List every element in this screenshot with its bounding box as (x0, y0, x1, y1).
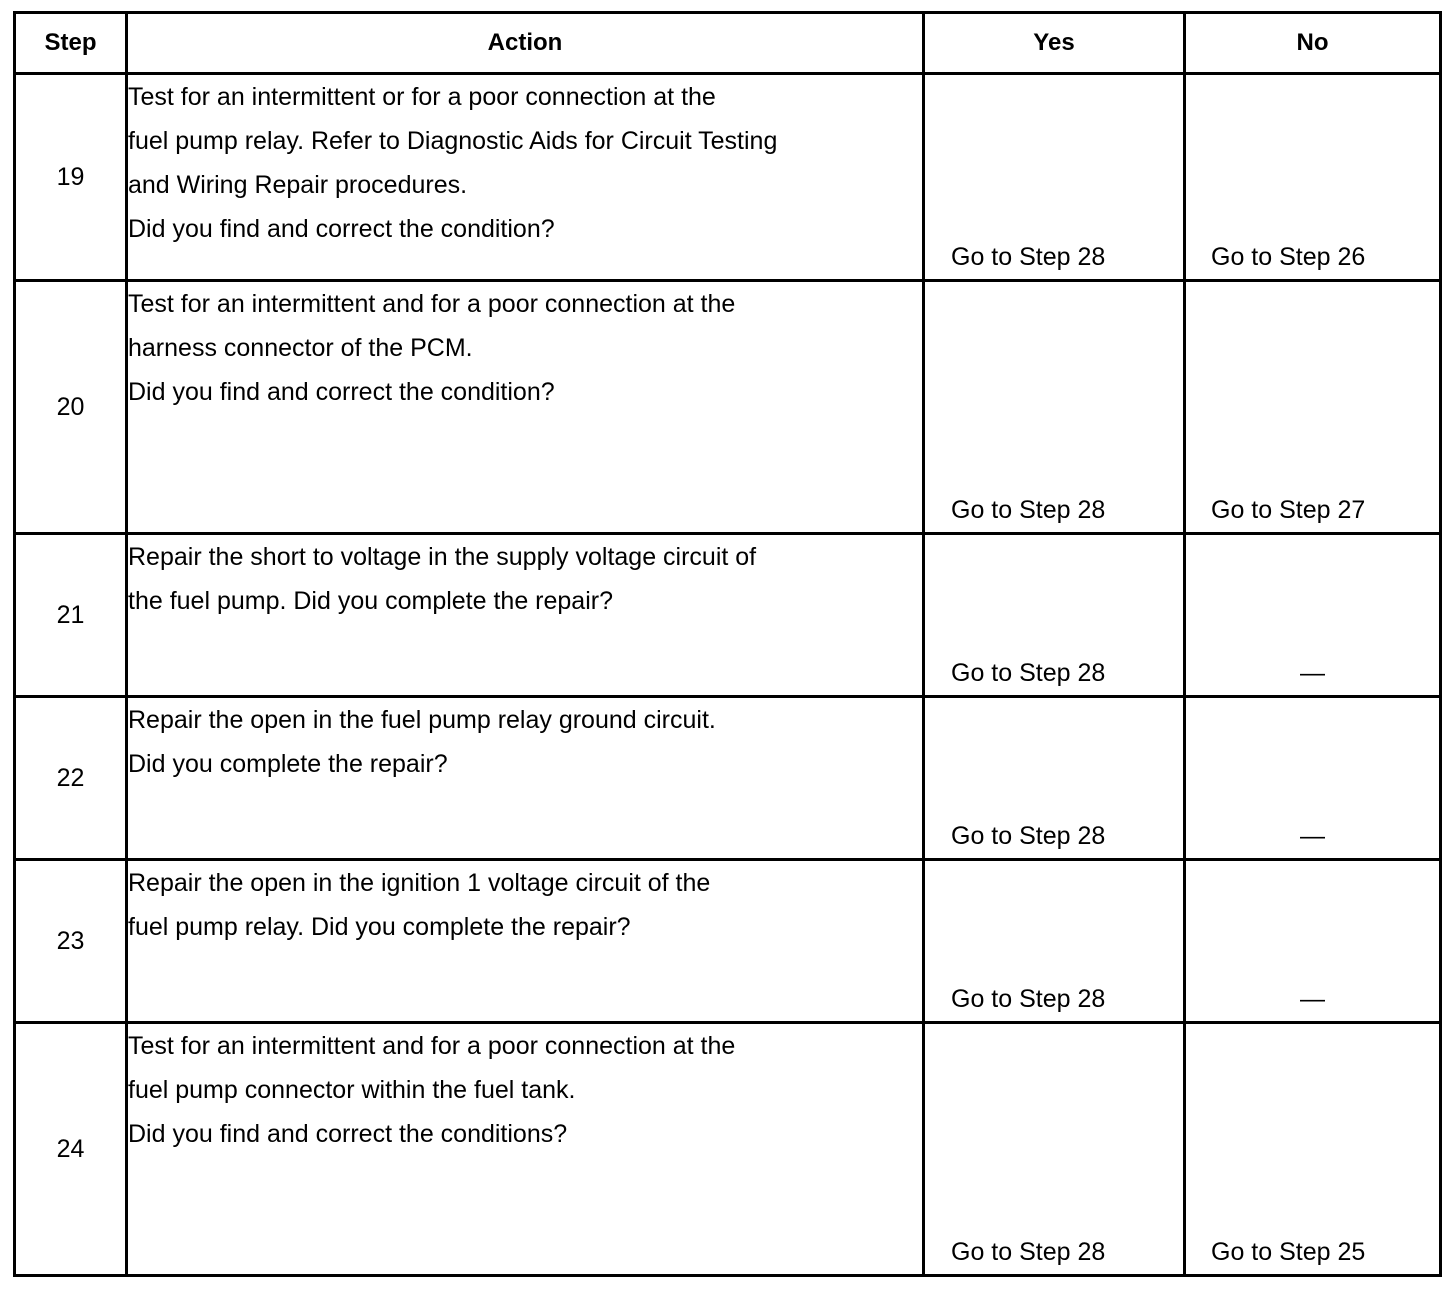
action-text: Test for an intermittent and for a poor connection at the fuel pump connector within the fuel tank. Did you find and correct the conditions? (127, 1023, 924, 1276)
step-number: 24 (15, 1023, 127, 1276)
yes-cell (924, 534, 1185, 697)
no-result: Go to Step 27 (1211, 496, 1366, 524)
step-number: 23 (15, 860, 127, 1023)
no-cell (1185, 860, 1441, 1023)
no-result: — (1300, 659, 1325, 687)
header-step: Step (15, 13, 127, 74)
action-text: Repair the open in the ignition 1 voltage circuit of the fuel pump relay. Did you complete the repair? (127, 860, 924, 1023)
table-header-row (15, 13, 1441, 74)
action-text: Repair the short to voltage in the supply voltage circuit of the fuel pump. Did you complete the repair? (127, 534, 924, 697)
action-text: Test for an intermittent or for a poor connection at the fuel pump relay. Refer to Diagnostic Aids for Circuit Testing and Wiring Repair procedures. Did you find and correct the condition? (127, 74, 924, 281)
action-text: Repair the open in the fuel pump relay ground circuit. Did you complete the repair? (127, 697, 924, 860)
table-row (15, 697, 1441, 860)
step-number: 20 (15, 281, 127, 534)
yes-cell (924, 697, 1185, 860)
action-text: Test for an intermittent and for a poor connection at the harness connector of the PCM. Did you find and correct the condition? (127, 281, 924, 534)
header-action: Action (127, 13, 924, 74)
yes-cell (924, 1023, 1185, 1276)
no-cell (1185, 281, 1441, 534)
no-cell (1185, 697, 1441, 860)
yes-result: Go to Step 28 (951, 822, 1106, 850)
yes-result: Go to Step 28 (951, 496, 1106, 524)
table-row (15, 281, 1441, 534)
no-result: Go to Step 25 (1211, 1238, 1366, 1266)
no-cell (1185, 534, 1441, 697)
yes-result: Go to Step 28 (951, 659, 1106, 687)
table-row (15, 74, 1441, 281)
yes-result: Go to Step 28 (951, 243, 1106, 271)
table-row (15, 1023, 1441, 1276)
table-row (15, 534, 1441, 697)
diagnostic-table (13, 11, 1442, 1277)
step-number: 21 (15, 534, 127, 697)
yes-cell (924, 74, 1185, 281)
header-yes: Yes (924, 13, 1185, 74)
step-number: 22 (15, 697, 127, 860)
no-result: — (1300, 822, 1325, 850)
yes-cell (924, 281, 1185, 534)
yes-cell (924, 860, 1185, 1023)
no-cell (1185, 74, 1441, 281)
header-no: No (1185, 13, 1441, 74)
no-result: — (1300, 985, 1325, 1013)
no-result: Go to Step 26 (1211, 243, 1366, 271)
table-row (15, 860, 1441, 1023)
yes-result: Go to Step 28 (951, 1238, 1106, 1266)
step-number: 19 (15, 74, 127, 281)
no-cell (1185, 1023, 1441, 1276)
yes-result: Go to Step 28 (951, 985, 1106, 1013)
